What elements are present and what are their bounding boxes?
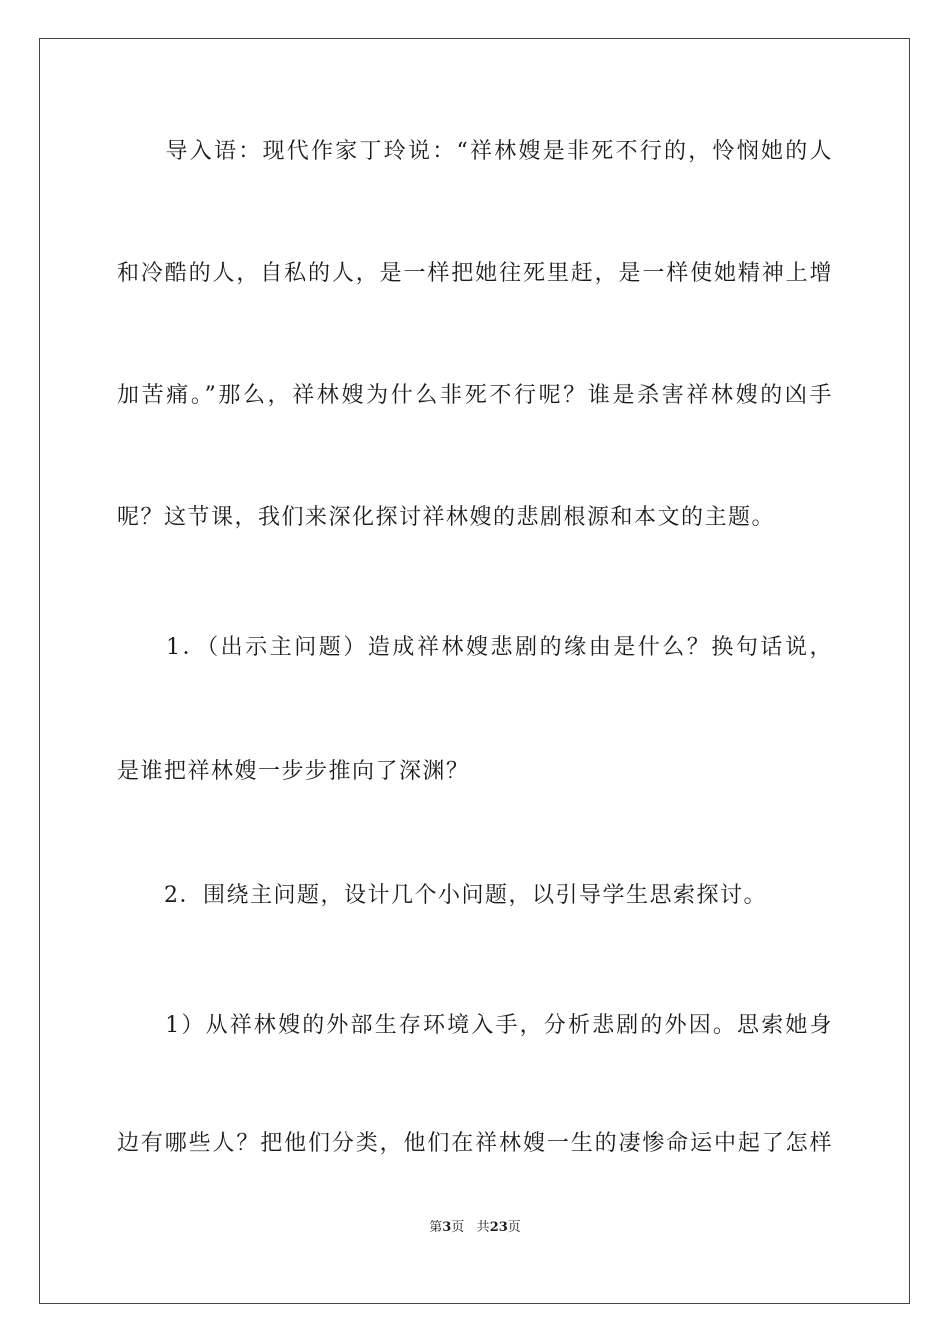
text-line-2: 和冷酷的人，自私的人，是一样把她往死里赶，是一样使她精神上增 [117, 261, 833, 286]
footer-total-unit: 页 [507, 1220, 521, 1235]
text-line-9: 边有哪些人？把他们分类，他们在祥林嫂一生的凄惨命运中起了怎样 [117, 1131, 833, 1156]
page-border [39, 38, 910, 1304]
text-line-4: 呢？这节课，我们来深化探讨祥林嫂的悲剧根源和本文的主题。 [117, 505, 776, 530]
text-line-8: 1）从祥林嫂的外部生存环境入手，分析悲剧的外因。思索她身 [117, 1013, 833, 1038]
text-line-3: 加苦痛。”那么，祥林嫂为什么非死不行呢？谁是杀害祥林嫂的凶手 [117, 383, 833, 408]
text-line-1: 导入语：现代作家丁玲说：“祥林嫂是非死不行的，怜悯她的人 [117, 139, 833, 164]
page-footer [0, 1219, 950, 1237]
footer-total-pages: 23 [489, 1220, 508, 1235]
footer-page-number: 3 [442, 1220, 452, 1235]
footer-page-unit: 页 [451, 1220, 465, 1235]
text-line-7: 2．围绕主问题，设计几个小问题，以引导学生思索探讨。 [117, 883, 767, 908]
footer-prefix: 第 [429, 1220, 443, 1235]
text-line-5: 1．（出示主问题）造成祥林嫂悲剧的缘由是什么？换句话说， [117, 635, 833, 660]
text-line-6: 是谁把祥林嫂一步步推向了深渊？ [117, 759, 470, 784]
footer-total-prefix: 共 [476, 1220, 490, 1235]
